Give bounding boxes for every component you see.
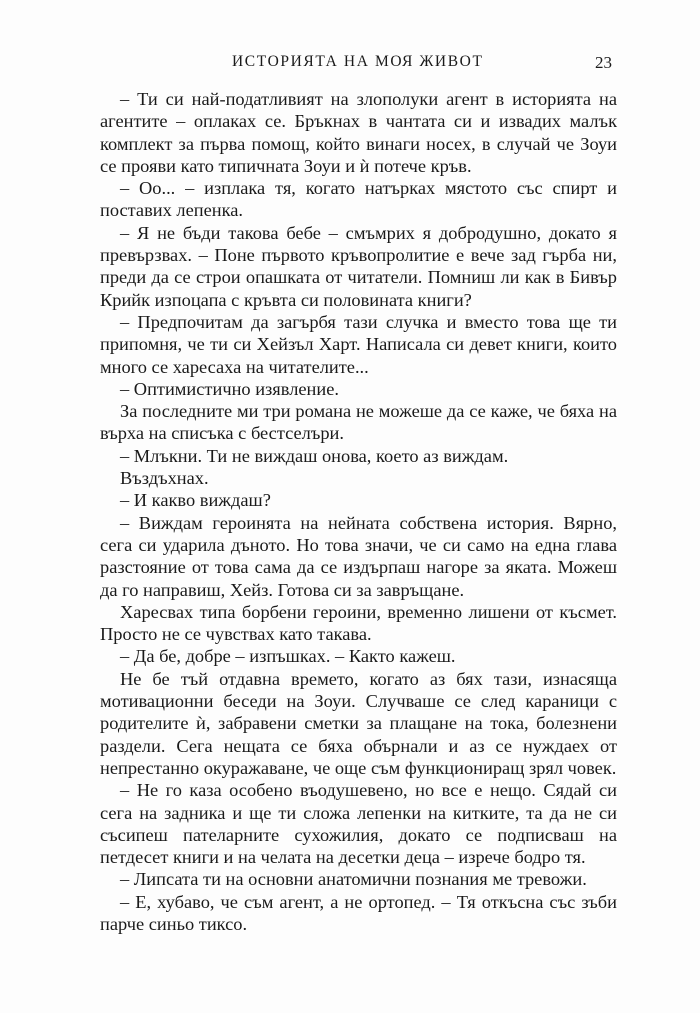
paragraph: – Е, хубаво, че съм агент, а не ортопед. – Тя откъсна със зъби парче синьо тиксо. <box>100 891 617 934</box>
page-number: 23 <box>595 53 612 72</box>
paragraph: – Виждам героинята на нейната собствена история. Вярно, сега си ударила дъното. Но това значи, че си само на една глава разстояние от това сама да се издърпаш нагоре за яката. Можеш да го направиш, Хейз. Готова си за завръщане. <box>100 512 617 600</box>
paragraph: Харесвах типа борбени героини, временно лишени от късмет. Просто не се чувствах като такава. <box>100 601 617 645</box>
paragraph: – Млъкни. Ти не виждаш онова, което аз виждам. <box>120 445 509 466</box>
paragraph: – Ти си най-податливият на злополуки агент в историята на агентите – оплаках се. Бръкнах в чантата си и извадих малък комплект за първа помощ, който винаги носех, в случай че Зоуи се прояви като типичната Зоуи и ѝ потече кръв. <box>100 89 617 176</box>
paragraph: – Не го каза особено въодушевено, но все е нещо. Сядай си сега на задника и ще ти сложа лепенки на китките, та да не си съсипеш пателарните сухожилия, докато се подписваш на петдесет книги и на челата на десетки деца – изрече бодро тя. <box>100 780 617 868</box>
paragraph: Въздъхнах. <box>120 468 209 489</box>
paragraph: – И какво виждаш? <box>120 490 271 511</box>
paragraph: – Оптимистично изявление. <box>120 378 339 399</box>
paragraph: – Предпочитам да загърбя тази случка и вместо това ще ти припомня, че ти си Хейзъл Харт. Написала си девет книги, които много се харесаха на читателите... <box>100 311 617 377</box>
page-header <box>100 53 620 77</box>
running-title: ИСТОРИЯТА НА МОЯ ЖИВОТ <box>232 53 484 70</box>
paragraph: – Да бе, добре – изпъшках. – Както кажеш. <box>120 646 456 667</box>
paragraph: – Оо... – изплака тя, когато натърках мястото със спирт и поставих лепенка. <box>100 178 617 221</box>
body-text <box>100 88 617 935</box>
paragraph: За последните ми три романа не можеше да се каже, че бяха на върха на списъка с бестселъри. <box>100 401 617 444</box>
paragraph: – Липсата ти на основни анатомични познания ме тревожи. <box>120 869 587 890</box>
paragraph: – Я не бъди такова бебе – смъмрих я добродушно, докато я превързвах. – Поне първото кръвопролитие е вече зад гърба ни, преди да се строи опашката от читатели. Помниш ли как в Бивър Крийк изпоцапа с кръвта си половината книги? <box>100 222 617 310</box>
paragraph: Не бе тъй отдавна времето, когато аз бях тази, изнасяща мотивационни беседи на Зоуи. Случваше се след караници с родителите ѝ, забравени сметки за плащане на тока, болезнени раздели. Сега нещата се бяха обърнали и аз се нуждаех от непрестанно окуражаване, че още съм функциониращ зрял човек. <box>100 668 617 778</box>
